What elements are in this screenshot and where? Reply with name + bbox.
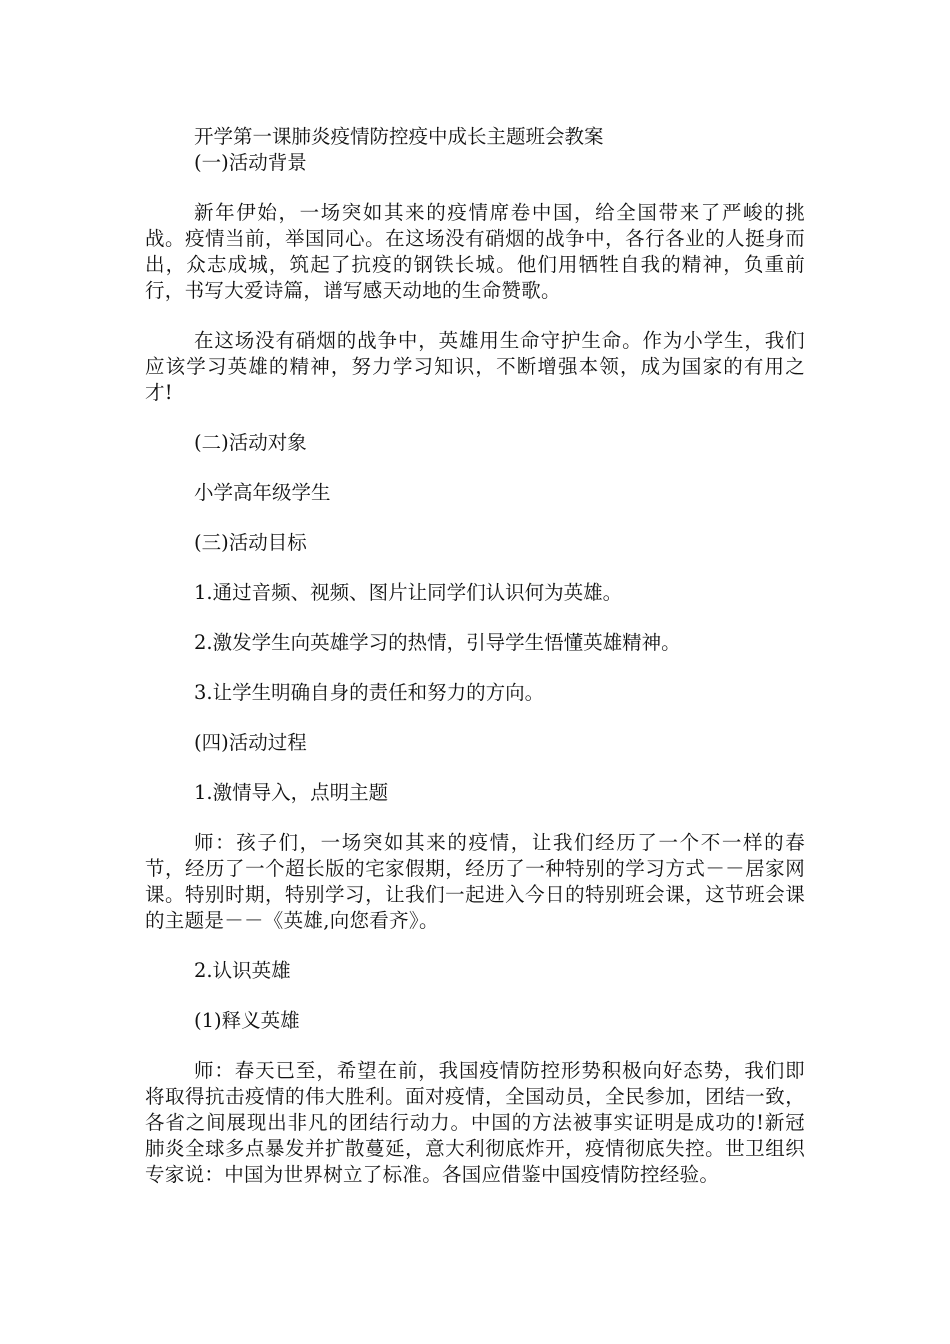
spacer xyxy=(145,304,805,328)
spacer xyxy=(145,806,805,830)
section-heading-background: (一)活动背景 xyxy=(194,151,307,174)
spacer xyxy=(145,506,805,530)
background-paragraph-2: 在这场没有硝烟的战争中，英雄用生命守护生命。作为小学生，我们应该学习英雄的精神，努力学习知识，不断增强本领，成为国家的有用之才! xyxy=(145,329,805,404)
document-body xyxy=(145,124,805,1188)
define-hero-paragraph: 师：春天已至，希望在前，我国疫情防控形势积极向好态势，我们即将取得抗击疫情的伟大胜利。面对疫情，全国动员，全民参加，团结一致，各省之间展现出非凡的团结行动力。中国的方法被事实证明是成功的!新冠肺炎全球多点暴发并扩散蔓延，意大利彻底炸开，疫情彻底失控。世卫组织专家说：中国为世界树立了标准。各国应借鉴中国疫情防控经验。 xyxy=(145,1059,805,1186)
document-title: 开学第一课肺炎疫情防控疫中成长主题班会教案 xyxy=(194,125,604,148)
spacer xyxy=(145,176,805,200)
spacer xyxy=(145,406,805,430)
goal-item-1: 1.通过音频、视频、图片让同学们认识何为英雄。 xyxy=(194,581,623,604)
spacer xyxy=(145,456,805,480)
goal-item-2: 2.激发学生向英雄学习的热情，引导学生悟懂英雄精神。 xyxy=(194,631,681,654)
spacer xyxy=(145,1034,805,1058)
spacer xyxy=(145,984,805,1008)
intro-paragraph: 师：孩子们，一场突如其来的疫情，让我们经历了一个不一样的春节，经历了一个超长版的宅家假期，经历了一种特别的学习方式－－居家网课。特别时期，特别学习，让我们一起进入今日的特别班会课，这节班会课的主题是－－《英雄,向您看齐》。 xyxy=(145,831,805,932)
audience-text: 小学高年级学生 xyxy=(194,481,331,504)
spacer xyxy=(145,556,805,580)
step-heading-intro: 1.激情导入，点明主题 xyxy=(194,781,389,804)
goal-item-3: 3.让学生明确自身的责任和努力的方向。 xyxy=(194,681,545,704)
background-paragraph-1: 新年伊始，一场突如其来的疫情席卷中国，给全国带来了严峻的挑战。疫情当前，举国同心。在这场没有硝烟的战争中，各行各业的人挺身而出，众志成城，筑起了抗疫的钢铁长城。他们用牺牲自我的精神，负重前行，书写大爱诗篇，谱写感天动地的生命赞歌。 xyxy=(145,201,805,302)
section-heading-goals: (三)活动目标 xyxy=(194,531,307,554)
spacer xyxy=(145,934,805,958)
spacer xyxy=(145,706,805,730)
sub-heading-define-hero: (1)释义英雄 xyxy=(194,1009,300,1032)
section-heading-process: (四)活动过程 xyxy=(194,731,307,754)
spacer xyxy=(145,756,805,780)
spacer xyxy=(145,606,805,630)
spacer xyxy=(145,656,805,680)
section-heading-audience: (二)活动对象 xyxy=(194,431,307,454)
step-heading-heroes: 2.认识英雄 xyxy=(194,959,291,982)
